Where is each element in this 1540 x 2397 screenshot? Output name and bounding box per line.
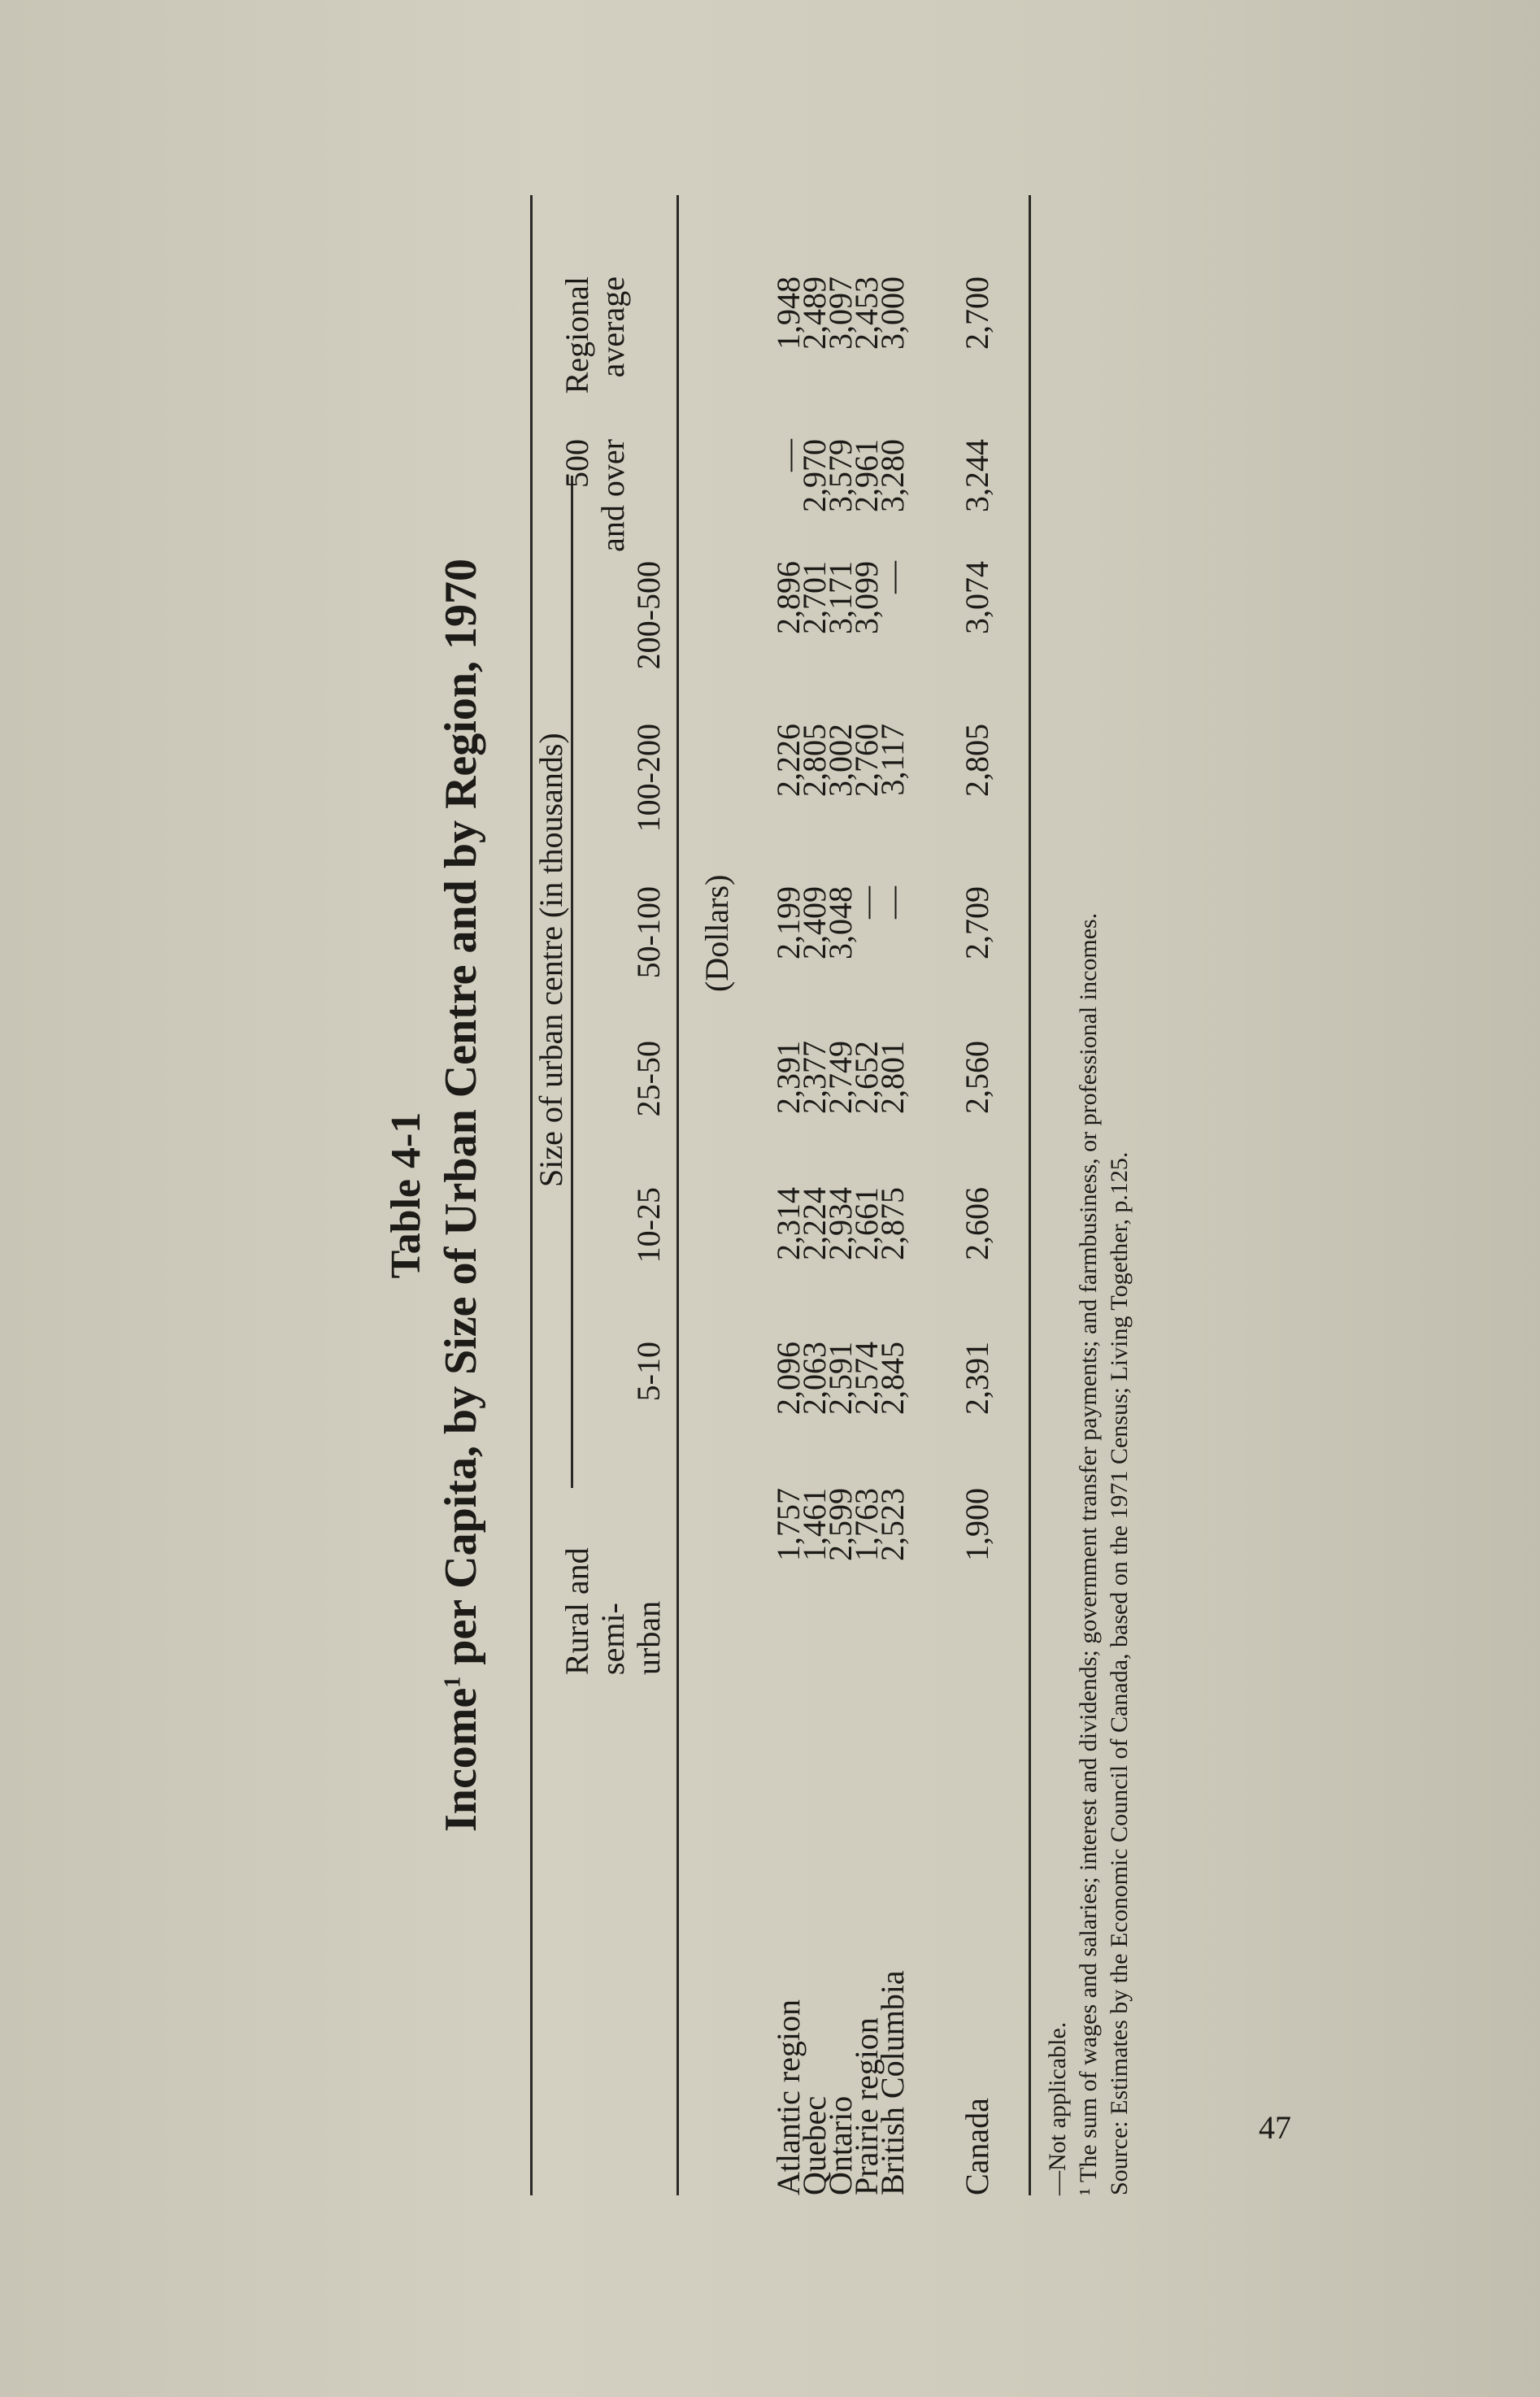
table-row-cell: 2,096 bbox=[770, 1342, 807, 1415]
spanner-rule bbox=[571, 476, 573, 1488]
total-row-cell: 2,709 bbox=[959, 886, 995, 959]
table-row-cell: 2,591 bbox=[822, 1342, 859, 1415]
table-row-cell: 2,652 bbox=[848, 1041, 885, 1114]
table-row-label: Quebec bbox=[796, 2095, 833, 2195]
header-50-100: 50-100 bbox=[630, 886, 667, 979]
table-row-cell: 2,314 bbox=[770, 1187, 807, 1260]
table-row-cell: 3,171 bbox=[822, 561, 859, 634]
table-row-cell: 3,097 bbox=[822, 276, 859, 350]
header-10-25: 10-25 bbox=[630, 1187, 667, 1264]
table-row-cell: 2,970 bbox=[796, 439, 833, 512]
note-not-applicable: —Not applicable. bbox=[1044, 2021, 1071, 2195]
table-row-cell: 2,377 bbox=[796, 1041, 833, 1114]
header-500-over: 500 and over bbox=[559, 439, 631, 552]
table-row-cell: 3,280 bbox=[874, 439, 911, 512]
unit-label: (Dollars) bbox=[698, 874, 735, 992]
table-row-cell: 2,845 bbox=[874, 1342, 911, 1415]
table-row-cell: — bbox=[770, 439, 807, 472]
table-row-cell: 2,063 bbox=[796, 1342, 833, 1415]
total-row-cell: 2,700 bbox=[959, 276, 995, 350]
note-source: Source: Estimates by the Economic Council of Canada, based on the 1971 Census; Living Together, p.125. bbox=[1106, 1151, 1133, 2195]
table-title: Income$^1$ per Capita, by Size of Urban Centre and by Region, 1970 bbox=[436, 559, 486, 1832]
table-row-cell: 2,391 bbox=[770, 1041, 807, 1114]
note-income-definition: ¹ The sum of wages and salaries; interest and dividends; government transfer payments; and farmbusiness, or professional incomes. bbox=[1075, 912, 1102, 2195]
table-row-cell: 2,199 bbox=[770, 886, 807, 959]
table-row-cell: 2,805 bbox=[796, 724, 833, 797]
table-row-label: British Columbia bbox=[874, 1970, 911, 2195]
table-row-cell: 2,574 bbox=[848, 1342, 885, 1415]
table-row-cell: 2,409 bbox=[796, 886, 833, 959]
table-row-cell: 2,875 bbox=[874, 1187, 911, 1260]
total-row-cell: 2,805 bbox=[959, 724, 995, 797]
table-row-cell: 2,760 bbox=[848, 724, 885, 797]
rotated-table bbox=[341, 195, 1203, 2195]
total-row-cell: 3,074 bbox=[959, 561, 995, 634]
table-row-cell: 2,224 bbox=[796, 1187, 833, 1260]
table-row-cell: — bbox=[848, 886, 885, 919]
table-row-cell: 1,757 bbox=[770, 1488, 807, 1561]
table-row-cell: 3,117 bbox=[874, 724, 911, 796]
table-row-cell: 3,099 bbox=[848, 561, 885, 634]
table-row-cell: 2,961 bbox=[848, 439, 885, 512]
table-row-cell: 3,579 bbox=[822, 439, 859, 512]
table-row-cell: 2,453 bbox=[848, 276, 885, 350]
table-row-cell: 3,048 bbox=[822, 886, 859, 959]
header-100-200: 100-200 bbox=[630, 724, 667, 833]
total-row-label: Canada bbox=[959, 2098, 995, 2195]
table-row-cell: 2,523 bbox=[874, 1488, 911, 1561]
table-row-cell: 2,226 bbox=[770, 724, 807, 797]
table-row-cell: 2,599 bbox=[822, 1488, 859, 1561]
table-row-cell: 1,948 bbox=[770, 276, 807, 350]
total-row-cell: 3,244 bbox=[959, 439, 995, 512]
total-row-cell: 2,391 bbox=[959, 1342, 995, 1415]
table-row-cell: 2,701 bbox=[796, 561, 833, 634]
table-label: Table 4-1 bbox=[383, 1111, 429, 1279]
header-rural: Rural and semi- urban bbox=[559, 1547, 667, 1675]
table-row-label: Atlantic region bbox=[770, 1999, 807, 2195]
header-200-500: 200-500 bbox=[630, 561, 667, 670]
table-row-cell: 2,489 bbox=[796, 276, 833, 350]
table-row-cell: 2,934 bbox=[822, 1187, 859, 1260]
total-row-cell: 2,606 bbox=[959, 1187, 995, 1260]
table-row-cell: — bbox=[874, 886, 911, 919]
total-row-cell: 1,900 bbox=[959, 1488, 995, 1561]
spanner-label: Size of urban centre (in thousands) bbox=[533, 733, 569, 1187]
table-row-label: Ontario bbox=[822, 2095, 859, 2195]
table-row-cell: 2,661 bbox=[848, 1187, 885, 1260]
top-rule bbox=[530, 195, 533, 2195]
total-row-cell: 2,560 bbox=[959, 1041, 995, 1114]
header-regional-average: Regional average bbox=[559, 276, 631, 394]
table-row-cell: 3,000 bbox=[874, 276, 911, 350]
header-rule bbox=[676, 195, 679, 2195]
table-row-cell: — bbox=[874, 561, 911, 594]
table-row-cell: 2,801 bbox=[874, 1041, 911, 1114]
bottom-rule bbox=[1029, 195, 1031, 2195]
table-row-cell: 2,749 bbox=[822, 1041, 859, 1114]
page-number: 47 bbox=[1259, 2109, 1291, 2146]
table-row-cell: 1,763 bbox=[848, 1488, 885, 1561]
table-row-label: Prairie region bbox=[848, 2017, 885, 2195]
table-row-cell: 3,002 bbox=[822, 724, 859, 797]
header-5-10: 5-10 bbox=[630, 1342, 667, 1402]
header-25-50: 25-50 bbox=[630, 1041, 667, 1117]
table-row-cell: 2,896 bbox=[770, 561, 807, 634]
table-row-cell: 1,461 bbox=[796, 1488, 833, 1561]
